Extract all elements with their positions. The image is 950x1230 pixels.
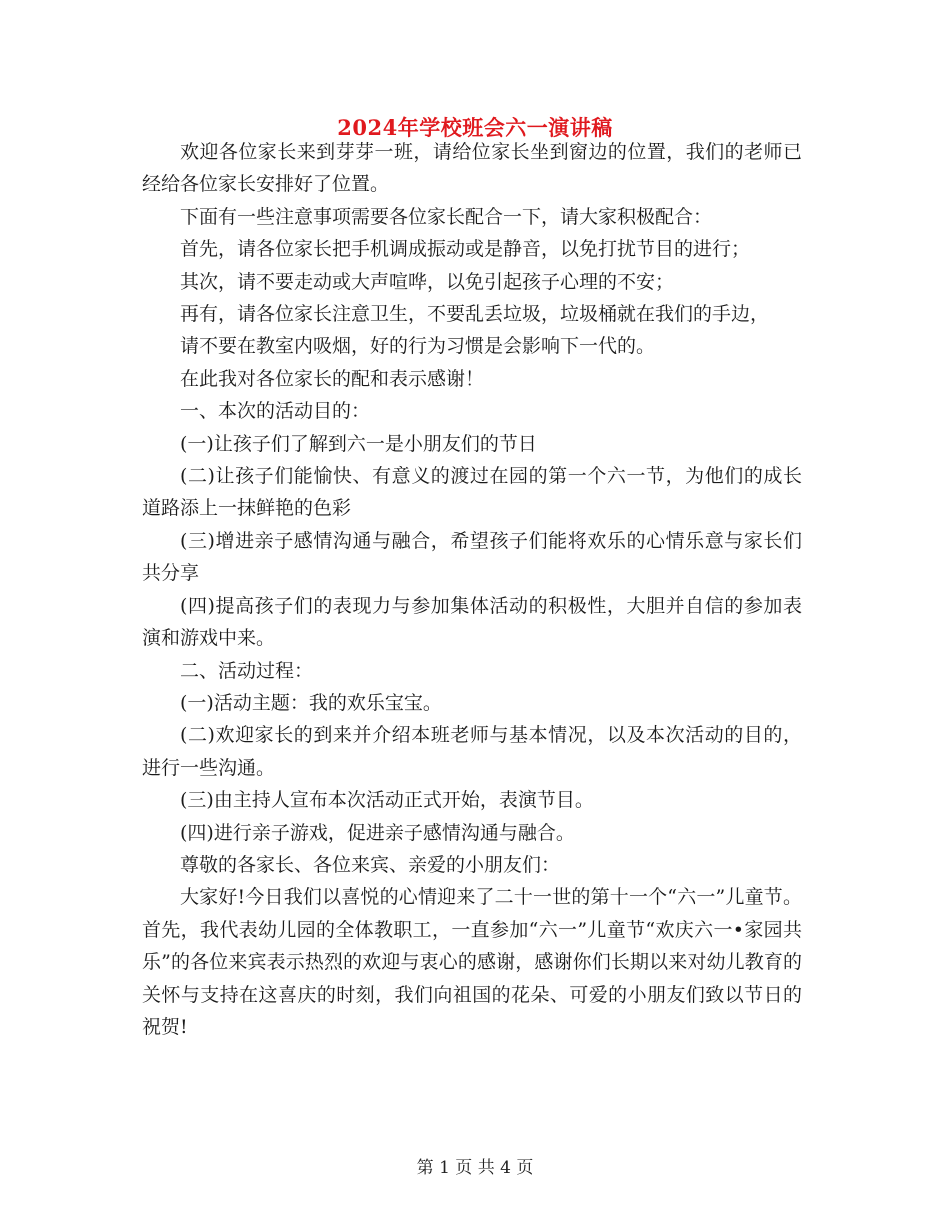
- document-body: [142, 136, 802, 1043]
- section-heading: 一、本次的活动目的：: [180, 400, 371, 423]
- section-heading: 二、活动过程：: [180, 659, 314, 682]
- document-title: 2024年学校班会六一演讲稿: [337, 115, 613, 140]
- page-number-footer: 第 1 页 共 4 页: [416, 1158, 534, 1178]
- list-item: (四)进行亲子游戏，促进亲子感情沟通与融合。: [180, 821, 575, 844]
- salutation: 尊敬的各家长、各位来宾、亲爱的小朋友们：: [180, 853, 561, 876]
- paragraph: 大家好!今日我们以喜悦的心情迎来了二十一世的第十一个“六一”儿童节。首先，我代表幼儿园的全体教职工，一直参加“六一”儿童节“欢庆六一•家园共乐”的各位来宾表示热烈的欢迎与衷心的感谢，感谢你们长期以来对幼儿教育的关怀与支持在这喜庆的时刻，我们向祖国的花朵、可爱的小朋友们致以节日的祝贺!: [142, 886, 802, 1038]
- list-item: (二)欢迎家长的到来并介绍本班老师与基本情况，以及本次活动的目的，进行一些沟通。: [142, 724, 802, 779]
- paragraph: 再有，请各位家长注意卫生，不要乱丢垃圾，垃圾桶就在我们的手边，: [180, 303, 770, 326]
- paragraph: 其次，请不要走动或大声喧哗，以免引起孩子心理的不安；: [180, 270, 675, 293]
- paragraph: 在此我对各位家长的配和表示感谢！: [180, 367, 485, 390]
- list-item: (二)让孩子们能愉快、有意义的渡过在园的第一个六一节，为他们的成长道路添上一抹鲜艳的色彩: [142, 465, 802, 520]
- list-item: (三)增进亲子感情沟通与融合，希望孩子们能将欢乐的心情乐意与家长们共分享: [142, 529, 802, 585]
- paragraph: 请不要在教室内吸烟，好的行为习惯是会影响下一代的。: [180, 335, 656, 358]
- list-item: (三)由主持人宣布本次活动正式开始，表演节目。: [180, 789, 594, 812]
- list-item: (一)活动主题：我的欢乐宝宝。: [180, 691, 442, 714]
- paragraph: 下面有一些注意事项需要各位家长配合一下，请大家积极配合：: [180, 205, 713, 228]
- paragraph: 欢迎各位家长来到芽芽一班，请给位家长坐到窗边的位置，我们的老师已经给各位家长安排好了位置。: [142, 141, 802, 196]
- list-item: (一)让孩子们了解到六一是小朋友们的节日: [180, 432, 537, 455]
- paragraph: 首先，请各位家长把手机调成振动或是静音，以免打扰节目的进行；: [180, 238, 751, 261]
- list-item: (四)提高孩子们的表现力与参加集体活动的积极性，大胆并自信的参加表演和游戏中来。: [142, 594, 802, 650]
